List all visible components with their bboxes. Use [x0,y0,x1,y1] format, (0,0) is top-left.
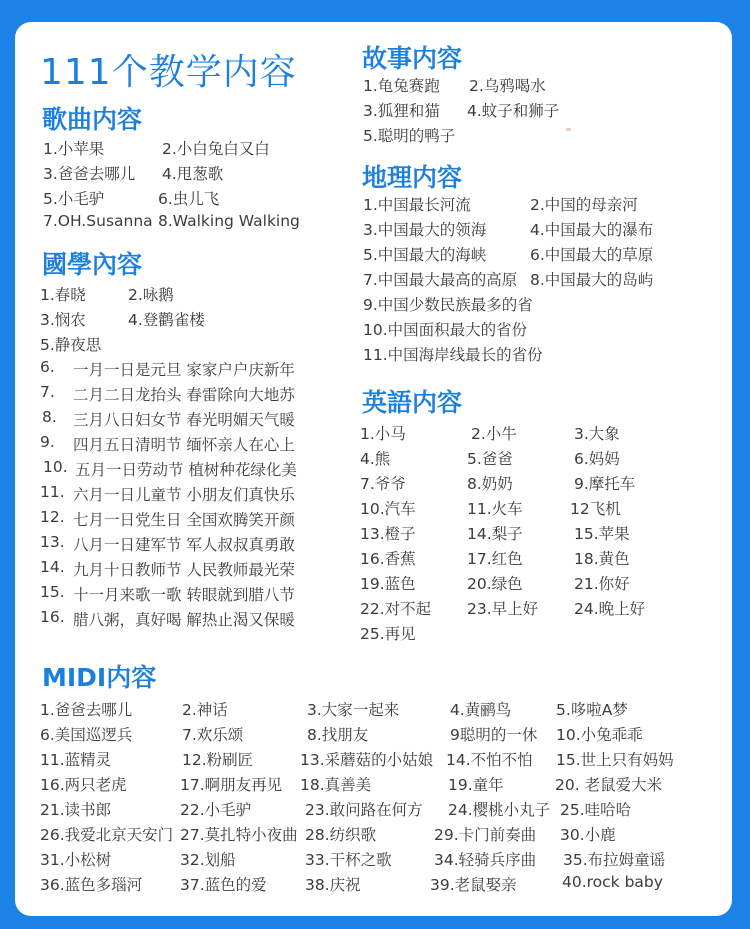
english-item: 17.红色 [467,550,523,568]
english-heading: 英語内容 [362,388,463,417]
page-title: 111个教学内容 [40,52,297,93]
midi-item: 32.划船 [180,851,236,869]
song-item: 7.OH.Susanna [43,212,153,230]
english-item: 20.绿色 [467,575,523,593]
song-item: 5.小毛驴 [43,190,105,208]
english-item: 16.香蕉 [360,550,416,568]
couplet-text: 一月一日是元旦 家家户户庆新年 [73,361,295,379]
couplet-number: 10. [43,458,68,476]
guoxue-item: 3.悯农 [40,311,86,329]
song-item: 1.小苹果 [43,140,105,158]
midi-item: 38.庆祝 [305,876,361,894]
english-item: 14.梨子 [467,525,523,543]
midi-item: 9聪明的一休 [450,726,538,744]
midi-heading: MIDI内容 [42,663,157,692]
english-item: 25.再见 [360,625,416,643]
couplet-number: 15. [40,583,65,601]
midi-item: 5.哆啦A梦 [556,701,628,719]
story-item: 1.龟兔赛跑 [363,77,440,95]
english-item: 8.奶奶 [467,475,513,493]
midi-item: 23.敢问路在何方 [305,801,423,819]
story-item: 4.蚊子和狮子 [467,102,560,120]
midi-item: 26.我爱北京天安门 [40,826,174,844]
couplet-number: 13. [40,533,65,551]
midi-item: 31.小松树 [40,851,112,869]
midi-item: 20. 老鼠爱大米 [555,776,663,794]
geography-item: 8.中国最大的岛屿 [530,271,654,289]
midi-item: 18.真善美 [300,776,372,794]
english-item: 3.大象 [574,425,620,443]
english-item: 5.爸爸 [467,450,513,468]
midi-item: 10.小兔乖乖 [556,726,643,744]
midi-item: 25.哇哈哈 [560,801,632,819]
couplet-number: 12. [40,508,65,526]
geography-item: 9.中国少数民族最多的省 [363,296,533,314]
song-item: 8.Walking Walking [158,212,300,230]
geography-item: 7.中国最大最高的高原 [363,271,518,289]
midi-item: 21.读书郎 [40,801,112,819]
geography-item: 6.中国最大的草原 [530,246,654,264]
couplet-text: 六月一日儿童节 小朋友们真快乐 [73,486,295,504]
couplet-number: 11. [40,483,65,501]
geography-item: 11.中国海岸线最长的省份 [363,346,543,364]
guoxue-item: 1.春晓 [40,286,86,304]
couplet-text: 九月十日教师节 人民教师最光荣 [73,561,295,579]
couplet-text: 四月五日清明节 缅怀亲人在心上 [73,436,295,454]
midi-item: 12.粉刷匠 [182,751,254,769]
guoxue-item: 5.静夜思 [40,336,102,354]
midi-item: 24.樱桃小丸子 [448,801,551,819]
english-item: 13.橙子 [360,525,416,543]
guoxue-item: 4.登鹳雀楼 [128,311,205,329]
midi-item: 36.蓝色多瑙河 [40,876,143,894]
english-item: 4.熊 [360,450,391,468]
english-item: 6.妈妈 [574,450,620,468]
stories-heading: 故事内容 [362,44,463,73]
english-item: 21.你好 [574,575,630,593]
midi-item: 4.黄鹂鸟 [450,701,512,719]
midi-item: 8.找朋友 [307,726,369,744]
midi-item: 11.蓝精灵 [40,751,112,769]
couplet-text: 八月一日建军节 军人叔叔真勇敢 [73,536,295,554]
couplet-text: 腊八粥，真好喝 解热止渴又保暖 [73,611,295,629]
geography-item: 3.中国最大的领海 [363,221,487,239]
midi-item: 22.小毛驴 [180,801,252,819]
couplet-text: 三月八日妇女节 春光明媚天气暖 [73,411,295,429]
guoxue-item: 2.咏鹅 [128,286,174,304]
midi-item: 35.布拉姆童谣 [563,851,666,869]
midi-item: 3.大家一起来 [307,701,400,719]
story-item: 2.乌鸦喝水 [469,77,546,95]
english-item: 11.火车 [467,500,523,518]
midi-item: 14.不怕不怕 [446,751,533,769]
guoxue-heading: 國學內容 [42,250,143,279]
midi-item: 15.世上只有妈妈 [556,751,674,769]
english-item: 15.苹果 [574,525,630,543]
geography-item: 5.中国最大的海峡 [363,246,487,264]
midi-item: 6.美国巡逻兵 [40,726,133,744]
english-item: 9.摩托车 [574,475,636,493]
midi-item: 28.纺织歌 [305,826,377,844]
midi-item: 37.蓝色的爱 [180,876,267,894]
midi-item: 30.小鹿 [560,826,616,844]
geography-item: 1.中国最长河流 [363,196,471,214]
english-item: 2.小牛 [471,425,517,443]
english-item: 1.小马 [360,425,406,443]
midi-item: 13.采蘑菇的小姑娘 [300,751,434,769]
midi-item: 16.两只老虎 [40,776,127,794]
story-item: 5.聪明的鸭子 [363,127,456,145]
couplet-text: 二月二日龙抬头 春雷除向大地苏 [73,386,295,404]
geography-item: 10.中国面积最大的省份 [363,321,528,339]
couplet-number: 9. [40,433,55,451]
midi-item: 39.老鼠娶亲 [430,876,517,894]
couplet-number: 16. [40,608,65,626]
english-item: 10.汽车 [360,500,416,518]
english-item: 23.早上好 [467,600,539,618]
song-item: 6.虫儿飞 [158,190,220,208]
english-item: 24.晚上好 [574,600,646,618]
couplet-number: 7. [40,383,55,401]
couplet-number: 6. [40,358,55,376]
midi-item: 19.童年 [448,776,504,794]
english-item: 18.黄色 [574,550,630,568]
midi-item: 34.轻骑兵序曲 [434,851,537,869]
midi-item: 27.莫扎特小夜曲 [180,826,298,844]
couplet-number: 14. [40,558,65,576]
geography-item: 4.中国最大的瀑布 [530,221,654,239]
midi-item: 7.欢乐颂 [182,726,244,744]
songs-heading: 歌曲内容 [42,105,143,134]
midi-item: 29.卡门前奏曲 [434,826,537,844]
decorative-dot [566,128,571,131]
couplet-text: 十一月来歌一歌 转眼就到腊八节 [73,586,295,604]
english-item: 19.蓝色 [360,575,416,593]
geography-item: 2.中国的母亲河 [530,196,638,214]
geography-heading: 地理内容 [362,163,463,192]
couplet-number: 8. [42,408,57,426]
english-item: 22.对不起 [360,600,432,618]
english-item: 12飞机 [570,500,621,518]
story-item: 3.狐狸和猫 [363,102,440,120]
song-item: 3.爸爸去哪儿 [43,165,136,183]
song-item: 4.甩葱歌 [162,165,224,183]
midi-item: 33.干杯之歌 [305,851,392,869]
couplet-text: 五月一日劳动节 植树种花绿化美 [75,461,297,479]
midi-item: 1.爸爸去哪儿 [40,701,133,719]
couplet-text: 七月一日党生日 全国欢腾笑开颜 [73,511,295,529]
song-item: 2.小白兔白又白 [162,140,270,158]
english-item: 7.爷爷 [360,475,406,493]
midi-item: 17.啊朋友再见 [180,776,283,794]
midi-item: 40.rock baby [562,873,663,891]
midi-item: 2.神话 [182,701,228,719]
